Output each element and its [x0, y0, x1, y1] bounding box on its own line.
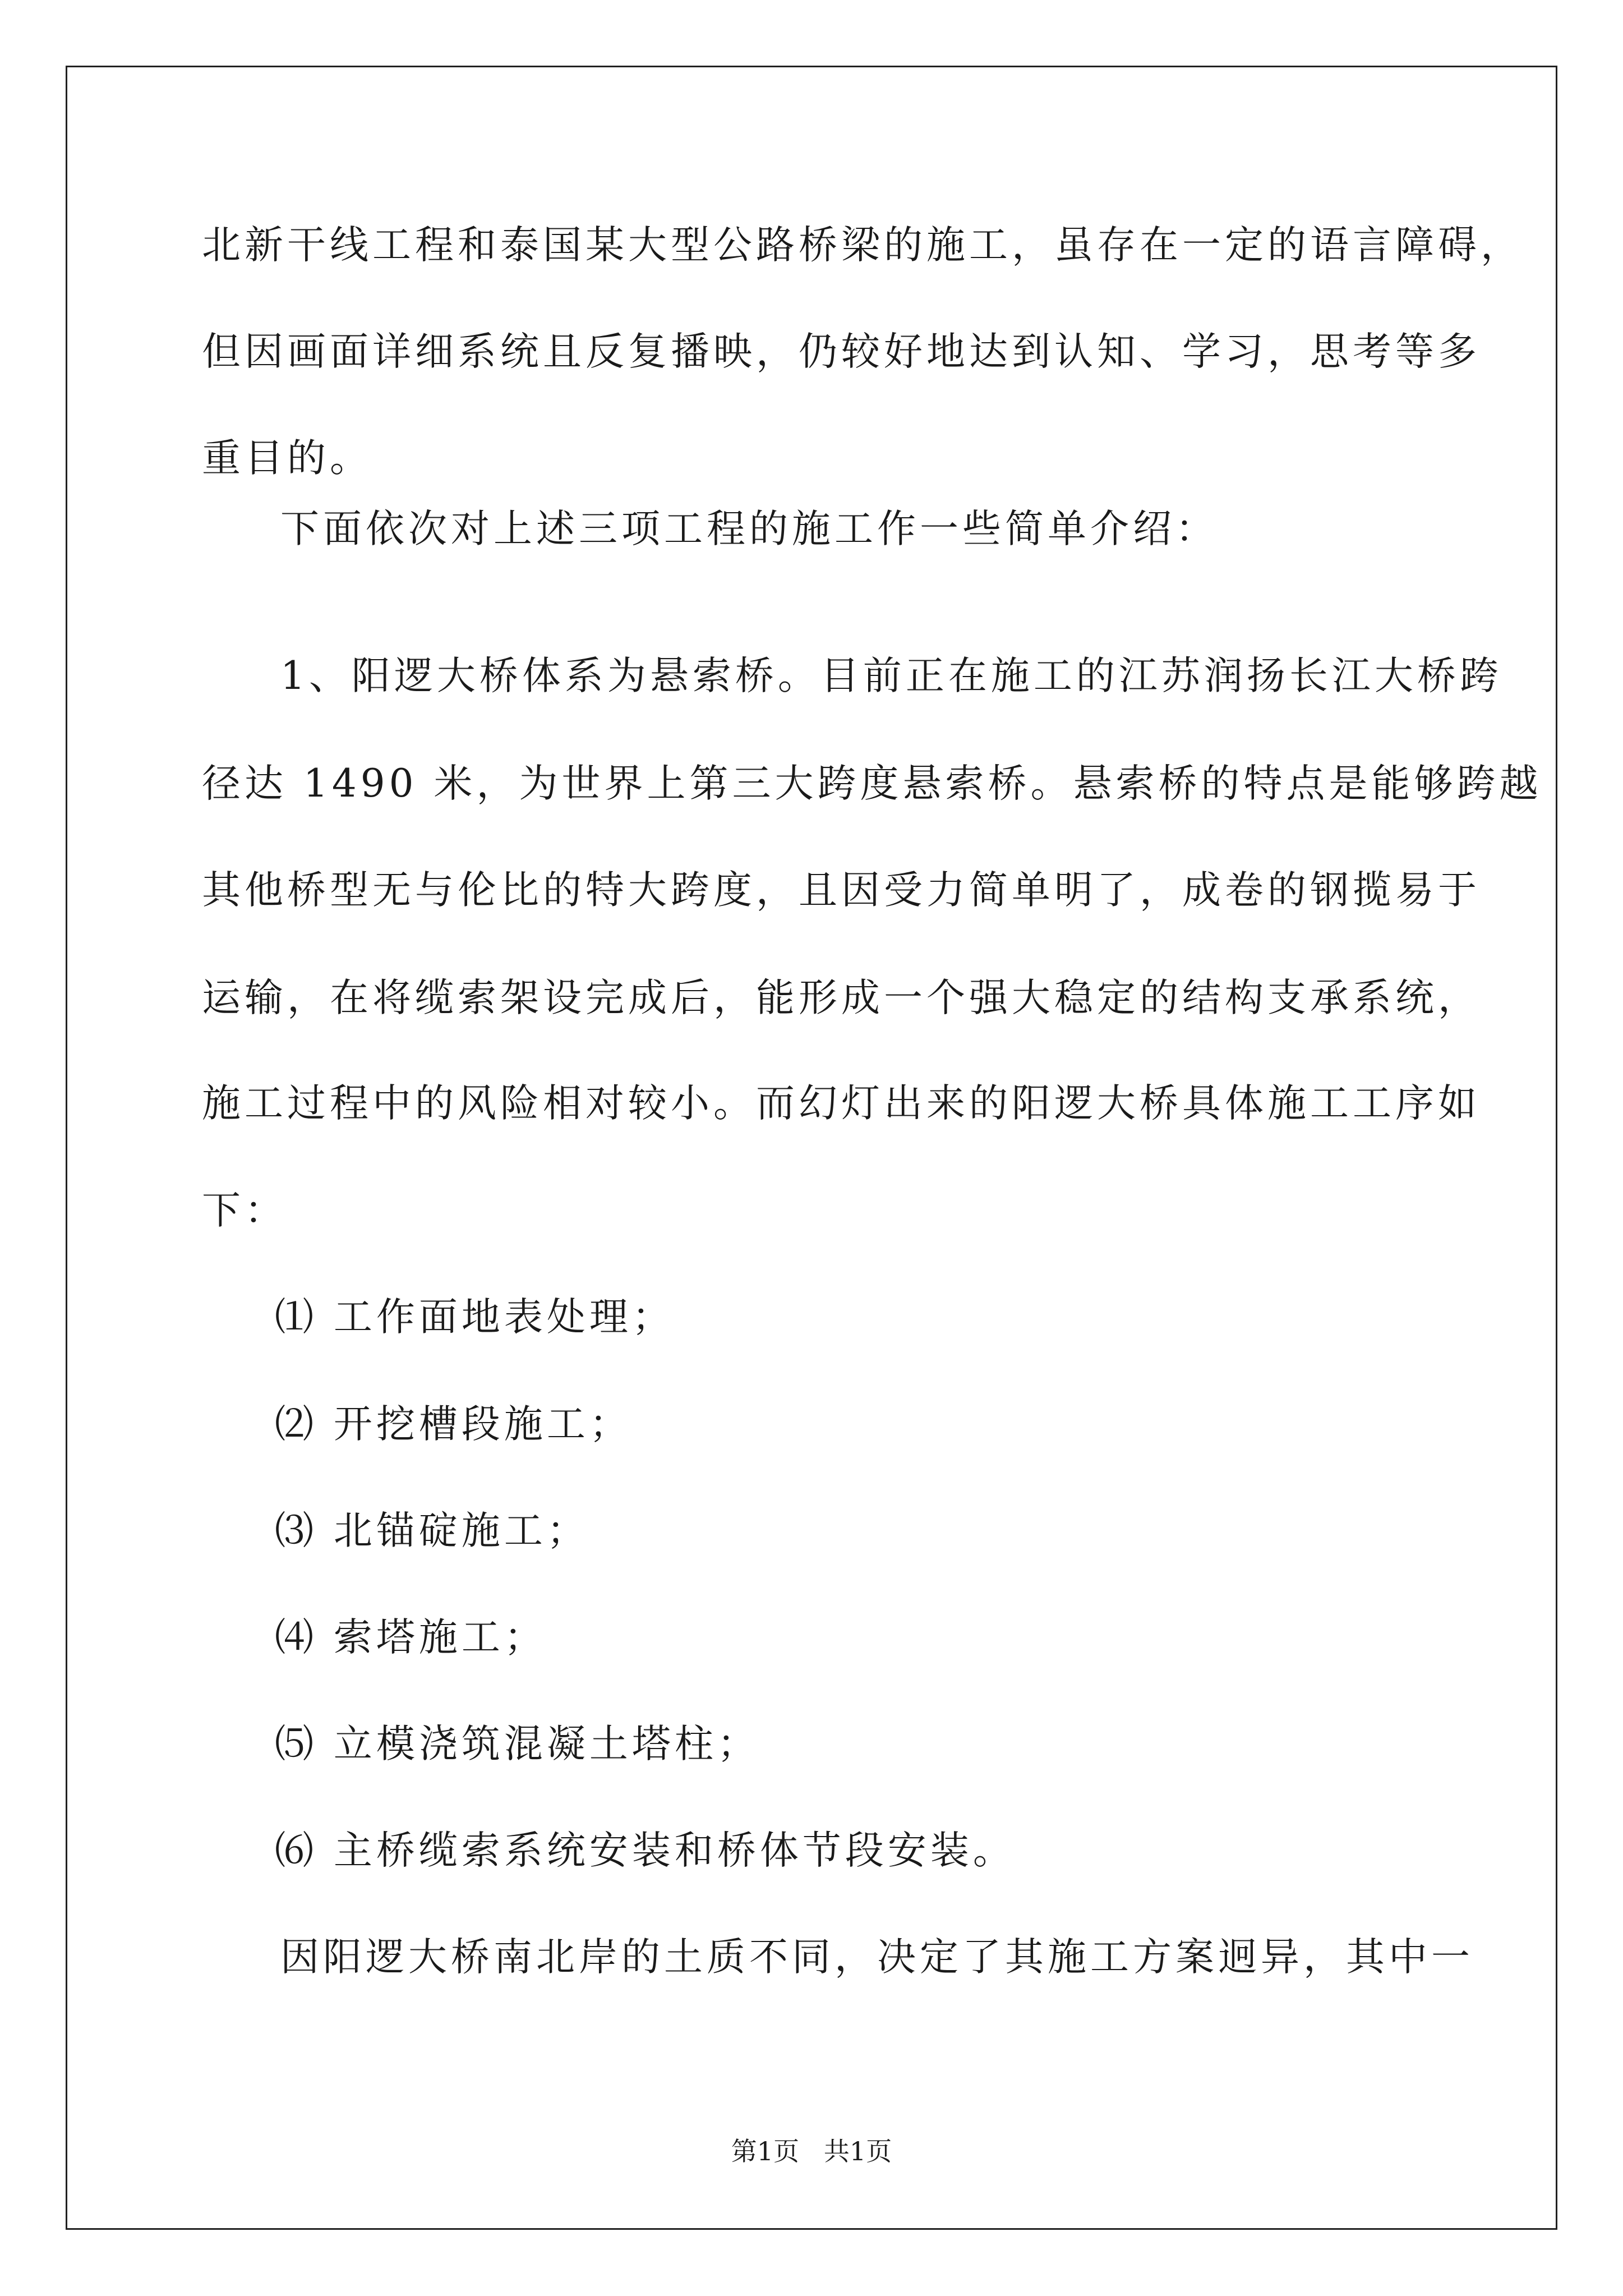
paragraph-line: 下面依次对上述三项工程的施工作一些简单介绍： — [280, 507, 1218, 551]
list-item: ⑸ 立模浇筑混凝土塔柱； — [275, 1722, 760, 1766]
paragraph-line: 但因画面详细系统且反复播映，仍较好地达到认知、学习，思考等多 — [202, 329, 1481, 374]
paragraph-line: 其他桥型无与伦比的特大跨度，且因受力简单明了，成卷的钢揽易于 — [202, 868, 1481, 913]
paragraph-line: 1、阳逻大桥体系为悬索桥。目前正在施工的江苏润扬长江大桥跨 — [280, 654, 1502, 698]
paragraph-line: 重目的。 — [202, 436, 372, 481]
paragraph-line: 北新干线工程和泰国某大型公路桥梁的施工，虽存在一定的语言障碍， — [202, 223, 1523, 268]
page-footer: 第1页 共1页 — [731, 2136, 892, 2166]
page-border — [66, 66, 1557, 2230]
list-item: ⑷ 索塔施工； — [275, 1615, 547, 1660]
paragraph-line: 运输，在将缆索架设完成后，能形成一个强大稳定的结构支承系统， — [202, 976, 1481, 1020]
list-item: ⑶ 北锚碇施工； — [275, 1508, 589, 1553]
list-item: ⑵ 开挖槽段施工； — [275, 1402, 632, 1447]
paragraph-line: 下： — [202, 1188, 287, 1233]
list-item: ⑹ 主桥缆索系统安装和桥体节段安装。 — [275, 1828, 1016, 1873]
paragraph-line: 施工过程中的风险相对较小。而幻灯出来的阳逻大桥具体施工工序如 — [202, 1081, 1481, 1126]
paragraph-line: 因阳逻大桥南北岸的土质不同，决定了其施工方案迥异，其中一 — [280, 1935, 1474, 1980]
list-item: ⑴ 工作面地表处理； — [275, 1295, 675, 1340]
paragraph-line: 径达 1490 米，为世界上第三大跨度悬索桥。悬索桥的特点是能够跨越 — [202, 761, 1542, 806]
